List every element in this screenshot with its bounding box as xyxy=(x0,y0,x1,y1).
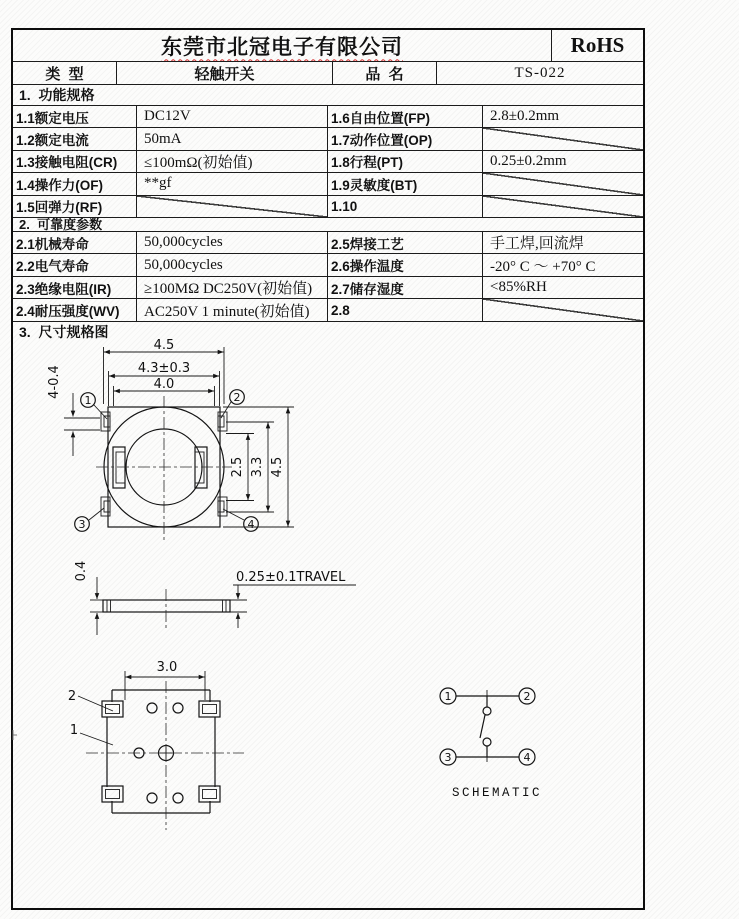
dim-left-pin: 4-0.4 xyxy=(47,365,62,399)
spec-value: 50mA xyxy=(137,128,328,149)
spec-label: 2.6操作温度 xyxy=(328,254,483,276)
spec-value: AC250V 1 minute(初始值) xyxy=(137,299,328,321)
dim-top-mid: 4.3±0.3 xyxy=(137,361,191,376)
spec-value: 0.25±0.2mm xyxy=(490,152,567,169)
spec-value: 手工焊,回流焊 xyxy=(490,236,584,253)
spec-label: 1.3接触电阻(CR) xyxy=(13,151,137,172)
spec-label: 2.2电气寿命 xyxy=(13,254,137,276)
pad-label: 2 xyxy=(67,689,77,704)
spec-value: ≥100MΩ DC250V(初始值) xyxy=(137,277,328,299)
spec-label: 2.8 xyxy=(328,299,483,321)
spec-label: 1.10 xyxy=(328,196,483,217)
spec-row xyxy=(13,106,643,128)
title-row xyxy=(13,30,643,62)
spec-value-empty xyxy=(483,173,643,194)
section-3-title: 3. 尺寸规格图 xyxy=(19,323,109,340)
spec-row xyxy=(13,277,643,300)
spec-row xyxy=(13,128,643,150)
spec-value-empty xyxy=(483,128,643,149)
section-1-title: 1. 功能规格 xyxy=(13,85,643,106)
schematic-caption: SCHEMATIC xyxy=(451,786,543,800)
pin-1-callout: 1 xyxy=(84,394,92,407)
spec-row xyxy=(13,151,643,173)
spec-label: 2.1机械寿命 xyxy=(13,232,137,254)
dim-right-inner: 2.5 xyxy=(230,456,245,478)
spec-label: 1.2额定电流 xyxy=(13,128,137,149)
type-value: 轻触开关 xyxy=(117,62,333,84)
section-2-title: 2. 可靠度参数 xyxy=(13,218,643,232)
schematic-pin-2: 2 xyxy=(523,690,531,703)
spec-value: 50,000cycles xyxy=(137,232,328,254)
dim-thickness: 0.4 xyxy=(74,560,89,582)
dim-right-mid: 3.3 xyxy=(250,456,265,478)
spec-value-empty xyxy=(483,299,643,321)
dim-pitch: 3.0 xyxy=(156,660,178,675)
spec-label: 1.9灵敏度(BT) xyxy=(328,173,483,194)
spec-row xyxy=(13,299,643,322)
spec-label: 2.4耐压强度(WV) xyxy=(13,299,137,321)
pin-2-callout: 2 xyxy=(233,391,241,404)
spec-value: 50,000cycles xyxy=(137,254,328,276)
datasheet-frame xyxy=(11,28,645,910)
spec-label: 2.7储存湿度 xyxy=(328,277,483,299)
spec-value: <85%RH xyxy=(490,279,547,296)
spec-value: ≤100mΩ(初始值) xyxy=(137,151,328,172)
part-number: TS-022 xyxy=(514,64,566,81)
spec-row xyxy=(13,232,643,255)
spec-label: 1.5回弹力(RF) xyxy=(13,196,137,217)
spec-label: 1.7动作位置(OP) xyxy=(328,128,483,149)
schematic-pin-1: 1 xyxy=(444,690,452,703)
company-name: 东莞市北冠电子有限公司 xyxy=(161,35,403,59)
part-name-label: 品 名 xyxy=(333,62,437,84)
spec-row xyxy=(13,254,643,277)
spec-label: 1.4操作力(OF) xyxy=(13,173,137,194)
spec-label: 2.5焊接工艺 xyxy=(328,232,483,254)
spec-row xyxy=(13,173,643,195)
spec-value: DC12V xyxy=(137,106,328,127)
type-label: 类 型 xyxy=(13,62,117,84)
spec-row xyxy=(13,196,643,218)
spec-label: 1.6自由位置(FP) xyxy=(328,106,483,127)
spec-value: -20° C ～ +70° C xyxy=(490,258,596,275)
schematic-pin-3: 3 xyxy=(444,751,452,764)
schematic-pin-4: 4 xyxy=(523,751,531,764)
spec-value: 2.8±0.2mm xyxy=(490,108,560,125)
dim-top-outer: 4.5 xyxy=(153,338,175,353)
type-name-row xyxy=(13,62,643,85)
spec-value-empty xyxy=(483,196,643,217)
spec-value: **gf xyxy=(137,173,328,194)
spec-label: 2.3绝缘电阻(IR) xyxy=(13,277,137,299)
dim-top-inner: 4.0 xyxy=(153,377,175,392)
spec-value-empty xyxy=(137,196,328,217)
pin-3-callout: 3 xyxy=(78,518,86,531)
dim-right-outer: 4.5 xyxy=(270,456,285,478)
rohs-mark: RoHS xyxy=(551,30,643,61)
pin-4-callout: 4 xyxy=(247,518,255,531)
spec-label: 1.8行程(PT) xyxy=(328,151,483,172)
spec-label: 1.1额定电压 xyxy=(13,106,137,127)
body-label: 1 xyxy=(69,723,79,738)
dim-travel: 0.25±0.1TRAVEL xyxy=(236,570,346,585)
